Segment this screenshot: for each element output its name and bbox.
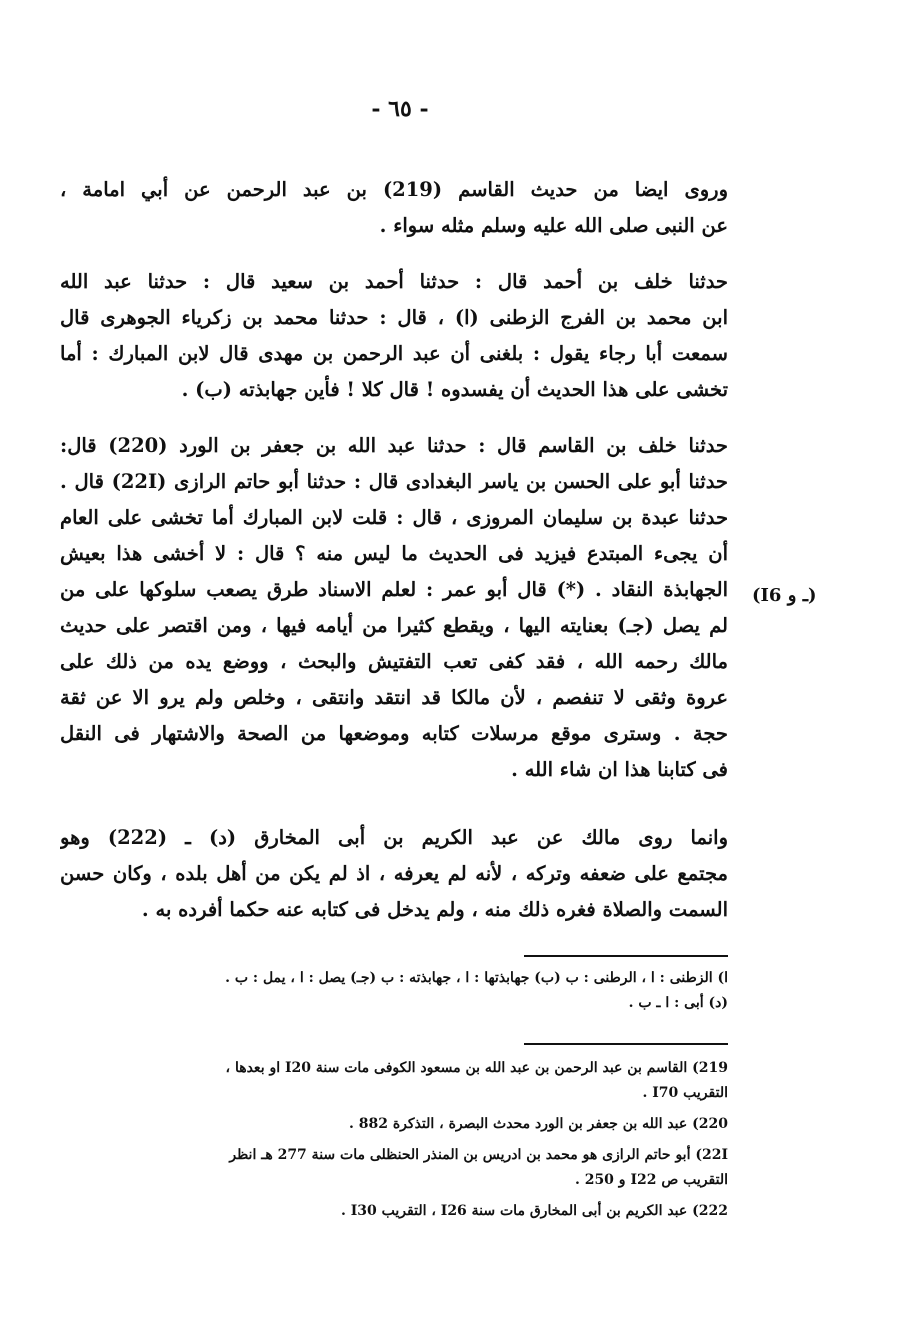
text-line: وانما روى مالك عن عبد الكريم بن أبى المخارق (د) ـ (222) وهو xyxy=(60,826,728,849)
paragraph-1 xyxy=(60,172,728,244)
footnote-line: 220) عبد الله بن جعفر بن الورد محدث البصرة ، التذكرة 882 . xyxy=(348,1116,728,1132)
text-line: فى كتابنا هذا ان شاء الله . xyxy=(511,758,728,781)
text-line: عن النبى صلى الله عليه وسلم مثله سواء . xyxy=(379,214,728,237)
paragraph-3 xyxy=(60,428,728,788)
text-line: مجتمع على ضعفه وتركه ، لأنه لم يعرفه ، اذ لم يكن من أهل بلده ، وكان حسن xyxy=(60,862,728,885)
page-number: - ٦٥ - xyxy=(371,96,429,122)
variant-notes xyxy=(60,966,728,1016)
paragraph-4 xyxy=(60,820,728,928)
footnote-line: 22I) أبو حاتم الرازى هو محمد بن ادريس بن المنذر الحنظلى مات سنة 277 هـ انظر xyxy=(229,1147,728,1163)
text-line: حدثنا عبدة بن سليمان المروزى ، قال : قلت لابن المبارك أما تخشى على العام xyxy=(60,506,728,529)
footnote-221 xyxy=(60,1143,728,1193)
footnotes xyxy=(60,1056,728,1224)
footnote-line: التقريب I70 . xyxy=(642,1085,728,1101)
text-line: تخشى على هذا الحديث أن يفسدوه ! قال كلا ! فأين جهابذته (ب) . xyxy=(181,378,728,401)
variant-note-line: (د) أبى : ا ـ ب . xyxy=(628,995,728,1011)
text-line: عروة وثقى لا تنفصم ، لأن مالكا قد انتقد وانتقى ، وخلص ولم يرو الا عن ثقة xyxy=(60,686,728,709)
footnote-line: التقريب ص I22 و 250 . xyxy=(574,1172,728,1188)
footnote-line: 222) عبد الكريم بن أبى المخارق مات سنة I26 ، التقريب I30 . xyxy=(341,1203,728,1219)
text-line: السمت والصلاة فغره ذلك منه ، ولم يدخل فى كتابه عنه حكما أفرده به . xyxy=(141,898,728,921)
footnote-220 xyxy=(60,1112,728,1137)
text-line: وروى ايضا من حديث القاسم (219) بن عبد الرحمن عن أبي امامة ، xyxy=(60,178,728,201)
paragraph-2 xyxy=(60,264,728,408)
text-line: الجهابذة النقاد . (*) قال أبو عمر : لعلم الاسناد طرق يصعب سلوكها على من xyxy=(60,578,728,601)
margin-note: (I6 ـ و) xyxy=(752,585,817,606)
footnote-line: 219) القاسم بن عبد الرحمن بن عبد الله بن مسعود الكوفى مات سنة I20 او بعدها ، xyxy=(225,1060,728,1076)
footnote-219 xyxy=(60,1056,728,1106)
text-line: سمعت أبا رجاء يقول : بلغنى أن عبد الرحمن بن مهدى قال لابن المبارك : أما xyxy=(60,342,728,365)
text-line: حدثنا خلف بن القاسم قال : حدثنا عبد الله بن جعفر بن الورد (220) قال: xyxy=(60,434,728,457)
text-line: ابن محمد بن الفرج الزطنى (ا) ، قال : حدثنا محمد بن زكرياء الجوهرى قال xyxy=(60,306,728,329)
text-line: مالك رحمه الله ، فقد كفى تعب التفتيش والبحث ، ووضع يده من ذلك على xyxy=(60,650,728,673)
footnote-divider xyxy=(524,955,728,957)
text-line: حجة . وسترى موقع مرسلات كتابه وموضعها من الصحة والاشتهار فى النقل xyxy=(60,722,728,745)
text-line: حدثنا خلف بن أحمد قال : حدثنا أحمد بن سعيد قال : حدثنا عبد الله xyxy=(60,270,728,293)
footnote-222 xyxy=(60,1199,728,1224)
variant-note-line: ا) الزطنى : ا ، الرطنى : ب (ب) جهابذتها : ا ، جهابذته : ب (جـ) يصل : ا ، يمل : ب . xyxy=(225,970,728,986)
text-line: حدثنا أبو على الحسن بن ياسر البغدادى قال : حدثنا أبو حاتم الرازى (22I) قال . xyxy=(60,470,728,493)
text-line: لم يصل (جـ) بعنايته اليها ، ويقطع كثيرا من أيامه فيها ، ومن اقتصر على حديث xyxy=(60,614,728,637)
text-line: أن يجىء المبتدع فيزيد فى الحديث ما ليس منه ؟ قال : لا أخشى هذا بعيش xyxy=(60,542,728,565)
footnote-divider xyxy=(524,1043,728,1045)
